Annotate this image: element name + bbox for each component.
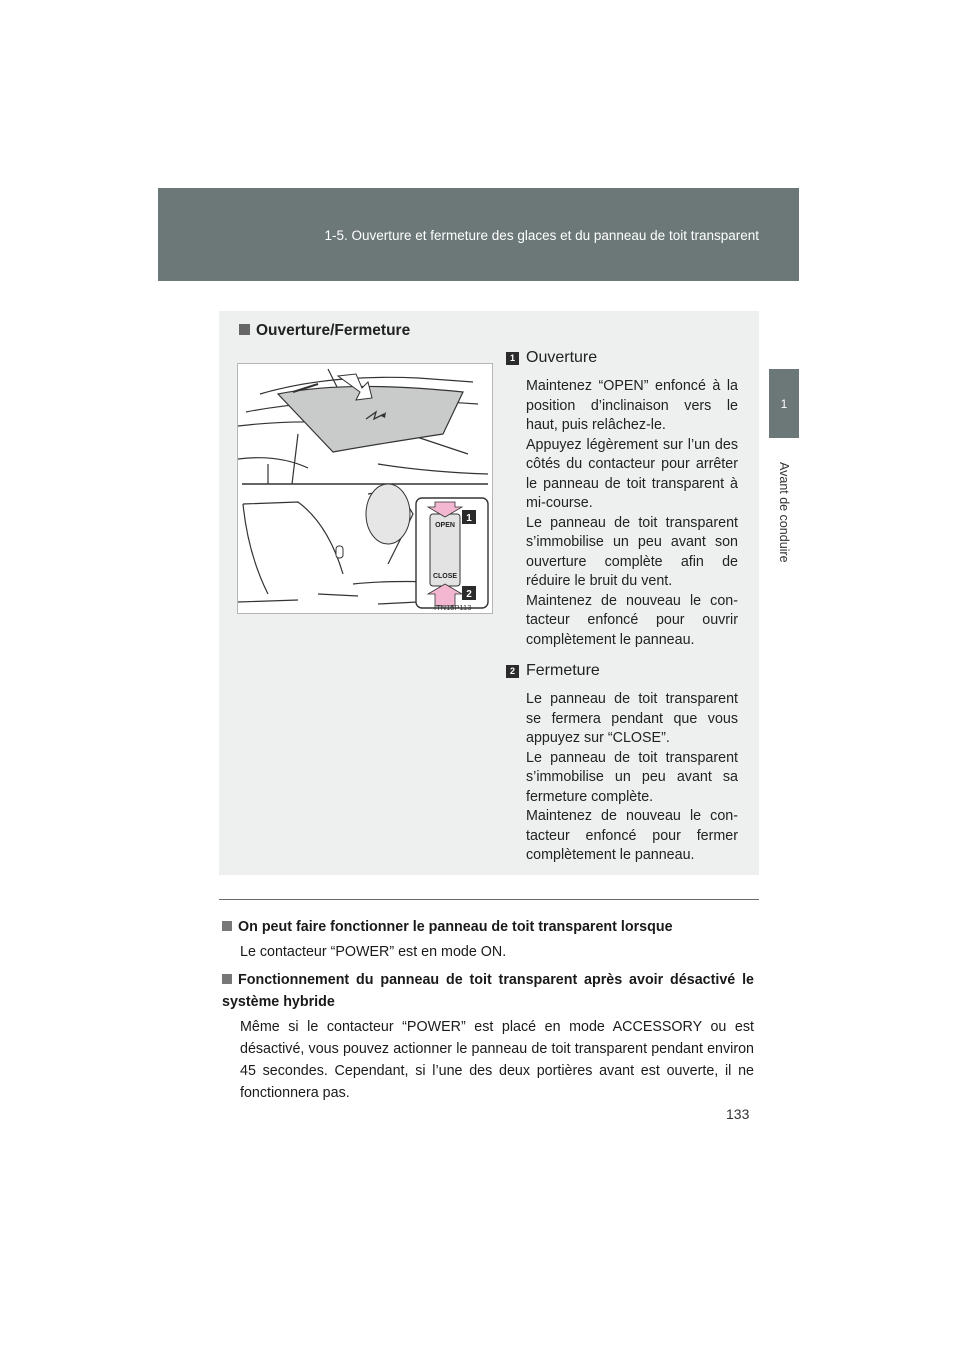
note-body: Même si le contacteur “POWER” est placé en mode ACCESSORY ou est désactivé, vous pouvez actionner le panneau de toit transparent pendant environ 45 secondes. Cependant, si l’une des deux portières avant est ouverte, il ne fonctionnera pas. bbox=[240, 1019, 754, 1101]
panel-title bbox=[239, 322, 410, 340]
step-heading: Ouverture bbox=[526, 349, 598, 366]
square-bullet-icon bbox=[222, 921, 232, 931]
step-paragraph: Maintenez de nouveau le con-tacteur enfoncé pour ouvrir complètement le panneau. bbox=[526, 592, 738, 648]
header-band bbox=[158, 188, 799, 281]
page-number: 133 bbox=[726, 1106, 750, 1122]
callout-2: 2 bbox=[466, 589, 472, 600]
figure-code: ITN15P113 bbox=[434, 603, 472, 612]
step-paragraph: Le panneau de toit transparent s’immobilise un peu avant son ouverture complète afin de réduire le bruit du vent. bbox=[526, 514, 738, 589]
panel-title-text: Ouverture/Fermeture bbox=[256, 322, 411, 339]
step-heading: Fermeture bbox=[526, 662, 600, 679]
step-paragraph: Le panneau de toit transparent s’immobilise un peu avant sa fermeture complète. bbox=[526, 749, 738, 805]
chapter-tab bbox=[769, 369, 799, 438]
callout-1: 1 bbox=[466, 513, 472, 524]
step-number-badge: 1 bbox=[506, 352, 519, 365]
section-divider bbox=[219, 899, 759, 900]
step-paragraph: Maintenez de nouveau le con-tacteur enfoncé pour fermer complètement le panneau. bbox=[526, 808, 738, 863]
chapter-number: 1 bbox=[780, 396, 788, 411]
close-label: CLOSE bbox=[432, 573, 458, 580]
step-paragraph: Le panneau de toit transparent se fermera pendant que vous appuyez sur “CLOSE”. bbox=[526, 691, 738, 746]
step-number-badge: 2 bbox=[506, 665, 519, 678]
instruction-panel bbox=[219, 311, 759, 875]
note-item bbox=[222, 916, 754, 963]
step-open bbox=[506, 349, 738, 650]
note-heading: Fonctionnement du panneau de toit transparent après avoir désactivé le système hybride bbox=[222, 972, 754, 1010]
note-item bbox=[222, 969, 754, 1104]
square-bullet-icon bbox=[239, 324, 250, 335]
steps bbox=[506, 349, 738, 866]
section-title: 1-5. Ouverture et fermeture des glaces et du panneau de toit transparent bbox=[324, 228, 759, 243]
square-bullet-icon bbox=[222, 974, 232, 984]
open-label: OPEN bbox=[435, 522, 455, 529]
notes bbox=[222, 916, 754, 1110]
car-roof-drawing bbox=[238, 364, 492, 613]
step-paragraph: Appuyez légèrement sur l’un des côtés du contacteur pour arrêter le panneau de toit transparent à mi-course. bbox=[526, 436, 738, 511]
note-heading: On peut faire fonctionner le panneau de toit transparent lorsque bbox=[238, 919, 673, 935]
chapter-label: Avant de conduire bbox=[777, 462, 791, 563]
step-close bbox=[506, 662, 738, 866]
step-paragraph: Maintenez “OPEN” enfoncé à la position d’inclinaison vers le haut, puis relâchez-le. bbox=[526, 378, 738, 433]
sunroof-illustration bbox=[237, 363, 493, 614]
note-body: Le contacteur “POWER” est en mode ON. bbox=[240, 944, 507, 960]
